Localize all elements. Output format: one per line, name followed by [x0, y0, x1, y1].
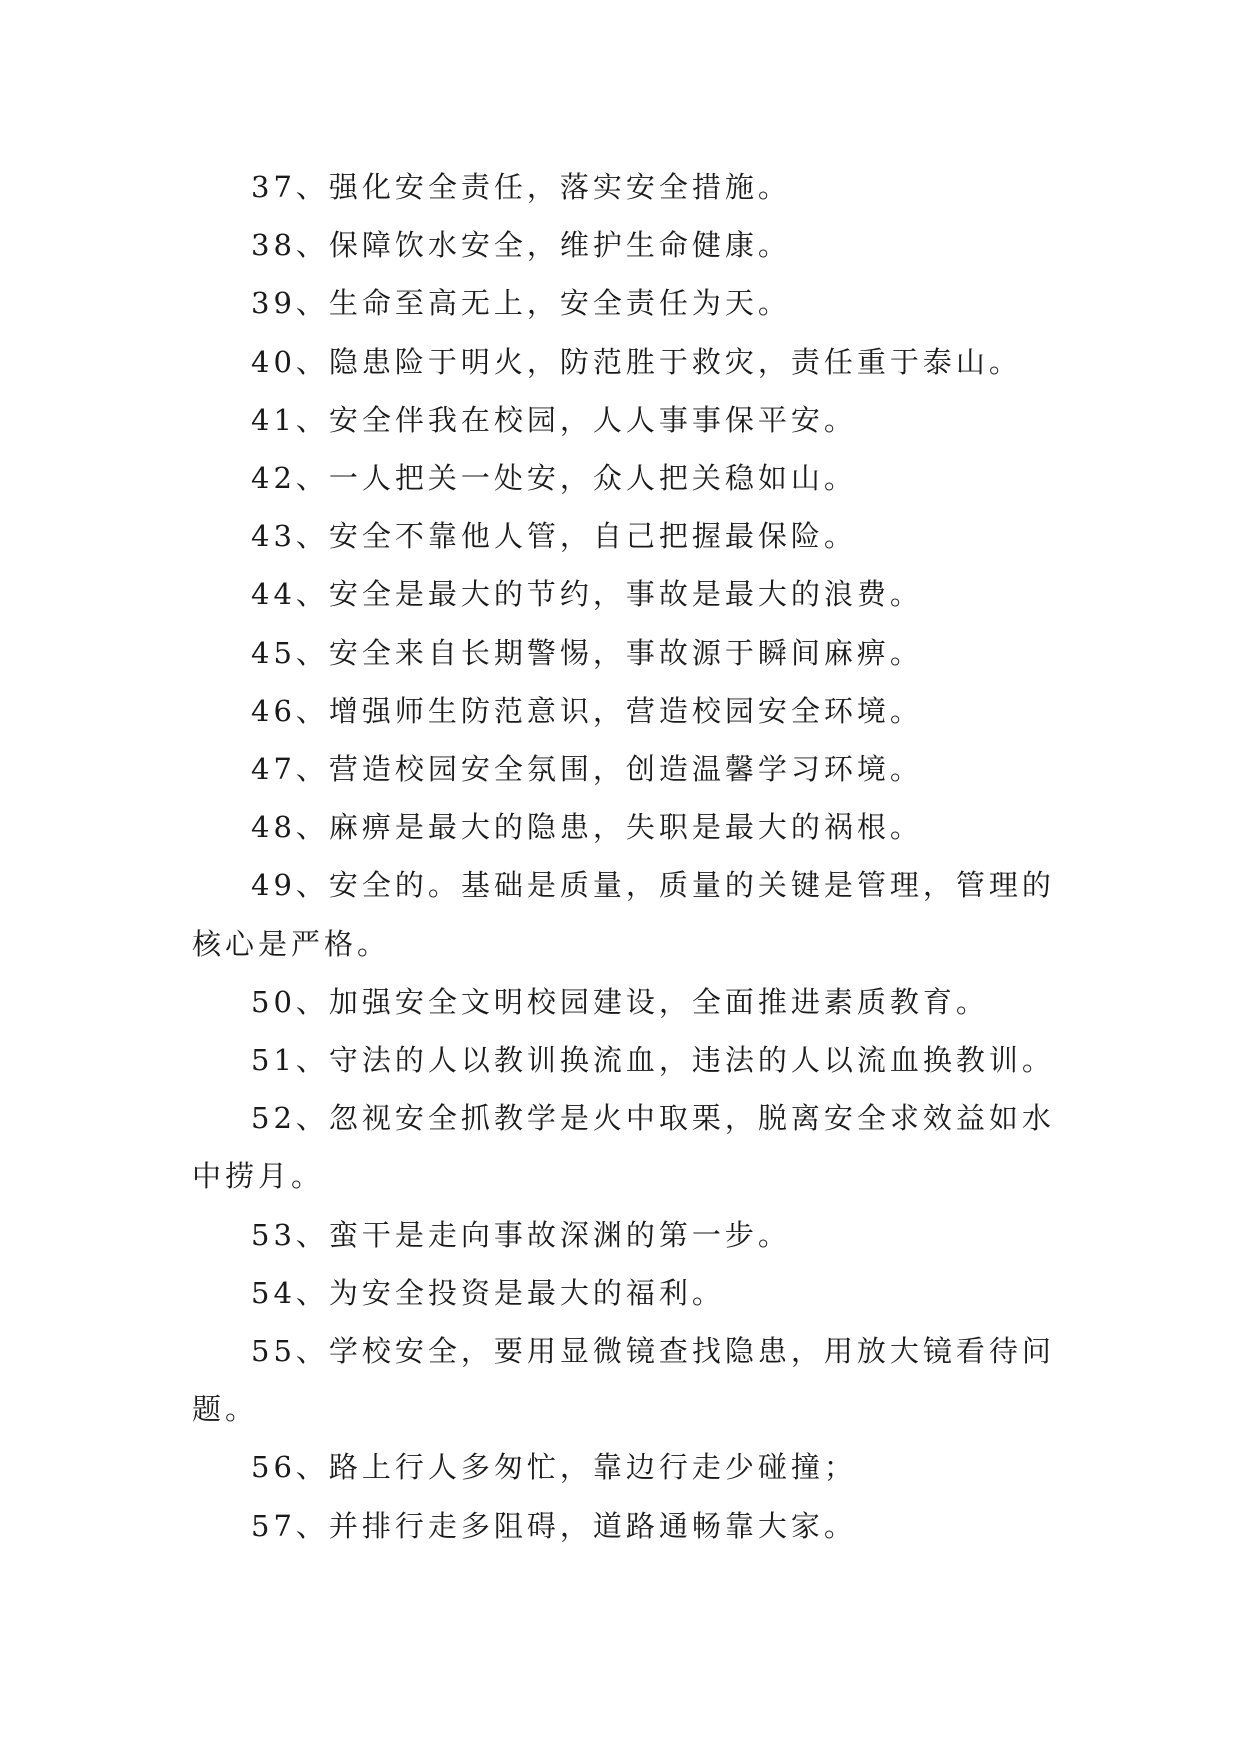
list-item: 47、营造校园安全氛围，创造温馨学习环境。 [251, 752, 923, 787]
list-item: 40、隐患险于明火，防范胜于救灾，责任重于泰山。 [251, 344, 1022, 379]
list-item: 44、安全是最大的节约，事故是最大的浪费。 [251, 577, 923, 612]
list-item: 38、保障饮水安全，维护生命健康。 [251, 228, 791, 263]
list-item: 51、守法的人以教训换流血，违法的人以流血换教训。 [251, 1043, 1055, 1078]
list-item: 49、安全的。基础是质量，质量的关键是管理，管理的核心是严格。 [192, 868, 1055, 961]
list-item: 42、一人把关一处安，众人把关稳如山。 [251, 461, 857, 496]
document-body [192, 158, 1062, 1555]
list-item: 41、安全伴我在校园，人人事事保平安。 [251, 402, 857, 437]
list-item: 50、加强安全文明校园建设，全面推进素质教育。 [251, 984, 989, 1019]
list-item: 54、为安全投资是最大的福利。 [251, 1275, 725, 1310]
list-item: 57、并排行走多阻碍，道路通畅靠大家。 [251, 1508, 857, 1543]
list-item: 53、蛮干是走向事故深渊的第一步。 [251, 1217, 791, 1252]
list-item: 48、麻痹是最大的隐患，失职是最大的祸根。 [251, 810, 923, 845]
list-item: 55、学校安全，要用显微镜查找隐患，用放大镜看待问题。 [192, 1334, 1055, 1427]
list-item: 52、忽视安全抓教学是火中取栗，脱离安全求效益如水中捞月。 [192, 1101, 1055, 1194]
list-item: 43、安全不靠他人管，自己把握最保险。 [251, 519, 857, 554]
list-item: 37、强化安全责任，落实安全措施。 [251, 170, 791, 204]
list-item: 56、路上行人多匆忙，靠边行走少碰撞； [251, 1450, 857, 1485]
list-item: 45、安全来自长期警惕，事故源于瞬间麻痹。 [251, 635, 923, 670]
list-item: 46、增强师生防范意识，营造校园安全环境。 [251, 693, 923, 728]
list-item: 39、生命至高无上，安全责任为天。 [251, 286, 791, 321]
